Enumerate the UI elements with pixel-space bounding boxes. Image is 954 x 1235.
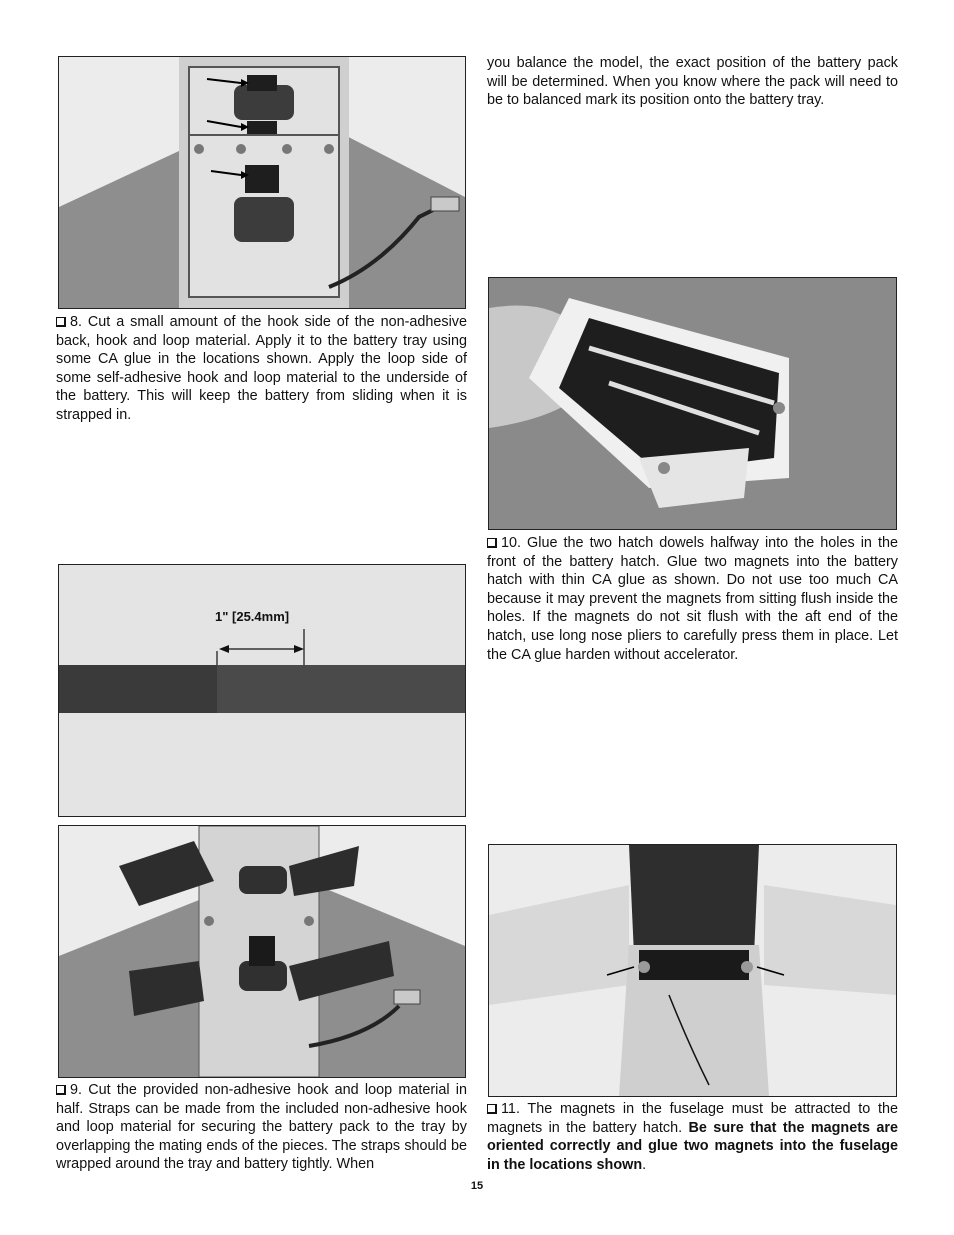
battery-tray-photo [58, 56, 466, 309]
fuselage-magnets-photo [488, 844, 897, 1097]
step-9-text [56, 1081, 467, 1174]
page-number: 15 [470, 1180, 484, 1192]
step-10-text [487, 534, 898, 664]
checkbox-icon[interactable] [487, 538, 497, 548]
step-10-body: 10. Glue the two hatch dowels halfway into the holes in the front of the battery hatch. Glue two magnets into the battery hatch with thin CA glue as shown. Do not use too much CA because it may prevent the magnets from sitting flush inside the holes. If the magnets do not sit flush with the aft end of the hatch, use long nose pliers to carefully press them in place. Let the CA glue harden without accelerator. [487, 535, 898, 663]
step-9-continued-text: you balance the model, the exact position of the battery pack will be determined. When you know where the pack will need to be to balanced mark its position onto the battery tray. [487, 55, 898, 109]
step-8-text [56, 313, 467, 425]
step-11-end: . [642, 1156, 647, 1173]
measurement-label: 1" [25.4mm] [215, 609, 290, 624]
hook-loop-strip-photo [58, 564, 466, 817]
step-8-body: 8. Cut a small amount of the hook side of the non-adhesive back, hook and loop material. Apply it to the battery tray using some CA glue in the locations shown. Apply the loop side of some self-adhesive hook and loop material to the underside of the battery. This will keep the battery from sliding when it is strapped in. [56, 314, 467, 423]
checkbox-icon[interactable] [487, 1104, 497, 1114]
checkbox-icon[interactable] [56, 317, 66, 327]
step-11-text [487, 1100, 898, 1174]
checkbox-icon[interactable] [56, 1085, 66, 1095]
battery-straps-photo [58, 825, 466, 1078]
battery-hatch-photo [488, 277, 897, 530]
step-11-bold: Be sure that the magnets are oriented correctly and glue two magnets into the fuselage in the locations shown [487, 1119, 898, 1173]
step-11-body: 11. The magnets in the fuselage must be attracted to the magnets in the battery hatch. [487, 1101, 898, 1136]
step-9-body: 9. Cut the provided non-adhesive hook and loop material in half. Straps can be made from the included non-adhesive hook and loop material for securing the battery pack to the tray by overlapping the mating ends of the pieces. The straps should be wrapped around the tray and battery tightly. When [56, 1082, 467, 1173]
